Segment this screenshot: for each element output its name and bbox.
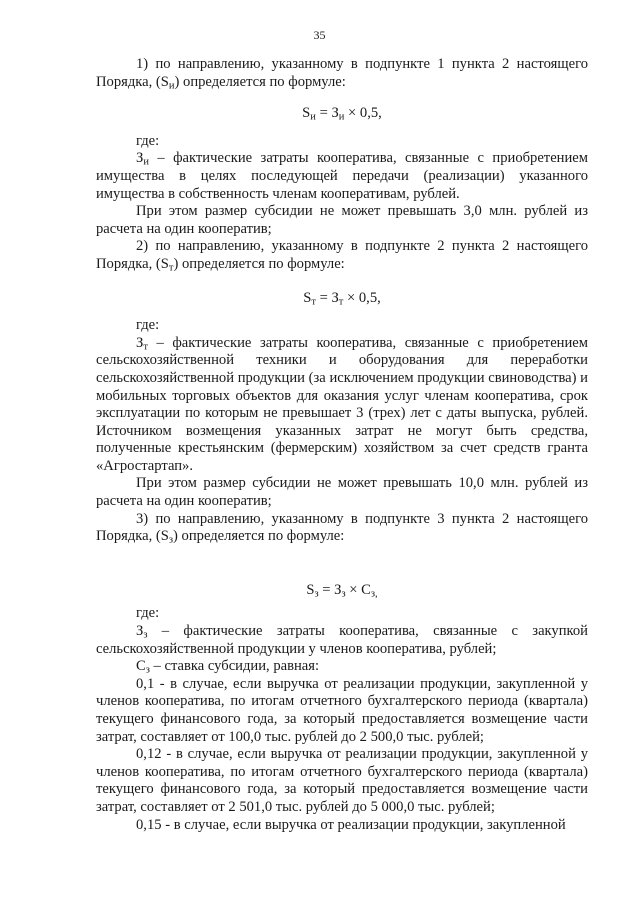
formula-symbol: × С — [345, 581, 371, 598]
formula-symbol: = З — [318, 581, 342, 598]
definition-text: – ставка субсидии, равная: — [149, 658, 320, 675]
paragraph-text: 3) по направлению, указанному в подпункте 3 пункта 2 настоящего Порядка, (S — [96, 510, 588, 545]
where-label: где: — [136, 317, 160, 334]
formula-1 — [96, 105, 588, 123]
subscript: з, — [370, 588, 378, 600]
definition-1 — [96, 150, 588, 203]
formula-symbol: S — [306, 581, 315, 598]
subscript: т — [311, 295, 316, 307]
rate-option-2: 0,12 - в случае, если выручка от реализации продукции, закупленной у членов кооператива, по итогам отчетного бухгалтерского периода (квартала) текущего финансового года, за который предоставляется возмещение части затрат, составляет от 2 501,0 тыс. рублей до 5 000,0 тыс. рублей; — [96, 746, 588, 815]
paragraph-text: ) определяется по формуле: — [174, 73, 346, 90]
subscript: з — [145, 664, 150, 676]
subscript: з — [143, 629, 148, 641]
subscript: и — [168, 79, 175, 91]
definition-text: – фактические затраты кооператива, связанные с приобретением сельскохозяйственной техники и оборудования для переработки сельскохозяйственной продукции (за исключением продукции свиноводства) и мобильных торговых объектов для оказания услуг членам кооператива, срок эксплуатации по которым не превышает 3 (трех) лет с даты выпуска, рублей. Источником возмещения указанных затрат не могут быть средства, полученные крестьянским (фермерским) хозяйством за счет средств гранта «Агростартап». — [96, 334, 588, 474]
subscript: т — [168, 262, 174, 274]
formula-symbol: S — [303, 289, 312, 306]
formula-symbol: = З — [315, 289, 339, 306]
subscript: з — [168, 534, 174, 546]
formula-3 — [96, 582, 588, 600]
formula-symbol: × 0,5, — [344, 105, 382, 122]
subscript: з — [314, 588, 319, 600]
document-body — [96, 56, 588, 834]
definition-text: – фактические затраты кооператива, связанные с приобретением имущества в целях последующей передачи (реализации) указанного имущества в собственность членам кооперативам, рублей. — [96, 150, 588, 202]
formula-2 — [96, 290, 588, 308]
paragraph-text: ) определяется по формуле: — [173, 528, 345, 545]
page-number: 35 — [313, 28, 326, 42]
subscript: и — [143, 156, 149, 168]
paragraph-direction-3 — [96, 511, 588, 546]
paragraph-text: ) определяется по формуле: — [173, 255, 345, 272]
paragraph-direction-2 — [96, 238, 588, 273]
subscript: и — [310, 111, 316, 123]
limit-1: При этом размер субсидии не может превышать 3,0 млн. рублей из расчета на один кооператив; — [96, 203, 588, 237]
where-label: где: — [136, 605, 160, 622]
definition-3 — [96, 623, 588, 658]
rate-option-3: 0,15 - в случае, если выручка от реализации продукции, закупленной — [136, 816, 566, 833]
paragraph-text: 1) по направлению, указанному в подпункте 1 пункта 2 настоящего Порядка, (S — [96, 56, 588, 90]
formula-symbol: S — [302, 105, 311, 122]
paragraph-direction-1 — [96, 56, 588, 91]
subscript: з — [341, 588, 346, 600]
limit-2: При этом размер субсидии не может превышать 10,0 млн. рублей из расчета на один кооператив; — [96, 475, 588, 510]
definition-text: – фактические затраты кооператива, связанные с закупкой сельскохозяйственной продукции у членов кооператива, рублей; — [96, 623, 588, 657]
paragraph-text: 2) по направлению, указанному в подпункте 2 пункта 2 настоящего Порядка, (S — [96, 238, 588, 272]
subscript: и — [338, 111, 345, 123]
formula-symbol: З — [136, 150, 144, 167]
formula-symbol: С — [136, 658, 146, 675]
where-label: где: — [136, 132, 160, 149]
definition-2 — [96, 335, 588, 476]
subscript: т — [338, 295, 344, 307]
subscript: т — [143, 341, 148, 353]
formula-symbol: З — [136, 334, 144, 351]
rate-option-1: 0,1 - в случае, если выручка от реализации продукции, закупленной у членов кооператива, по итогам отчетного бухгалтерского периода (квартала) текущего финансового года, за который предоставляется возмещение части затрат, составляет от 100,0 тыс. рублей до 2 500,0 тыс. рублей; — [96, 675, 588, 745]
rate-definition — [96, 658, 588, 676]
formula-symbol: × 0,5, — [343, 289, 381, 306]
formula-symbol: З — [136, 623, 144, 640]
formula-symbol: = З — [315, 105, 339, 122]
